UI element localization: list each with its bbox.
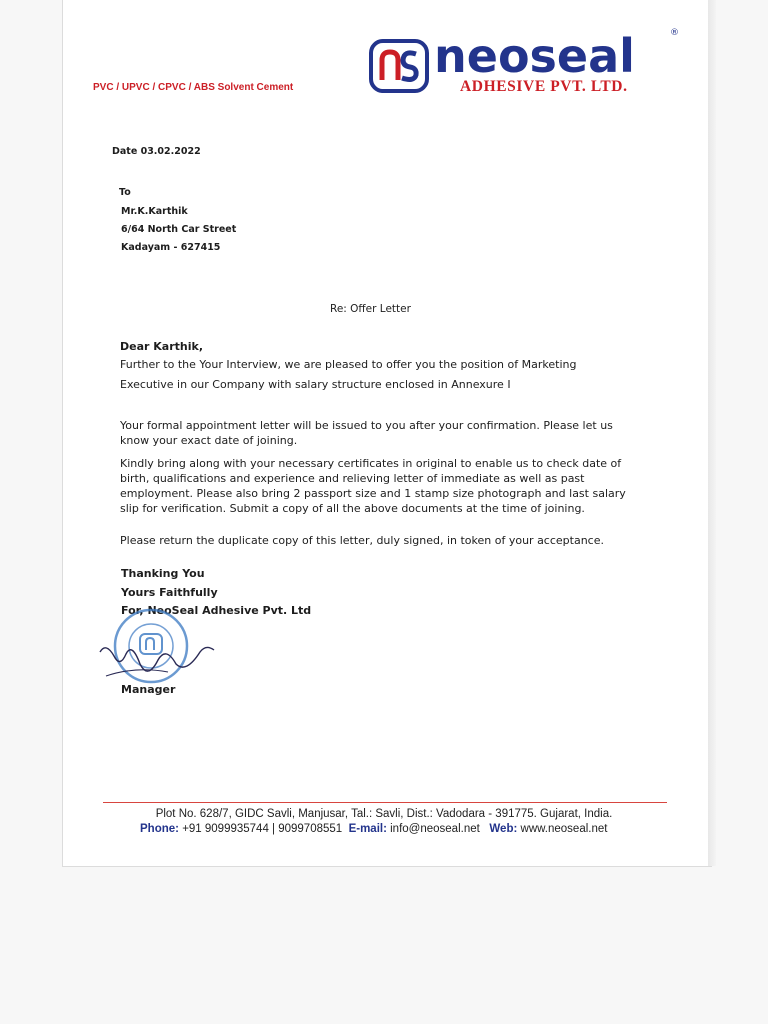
email-label: E-mail: xyxy=(348,823,387,835)
paragraph-2: Your formal appointment letter will be issued to you after your confirmation. Please let us know your exact date of joining. xyxy=(120,419,613,447)
footer-divider xyxy=(103,802,667,803)
closing-thanks: Thanking You xyxy=(121,567,205,580)
paragraph-1-line-2: Executive in our Company with salary structure enclosed in Annexure I xyxy=(120,378,511,391)
web-value: www.neoseal.net xyxy=(520,823,608,835)
phone-label: Phone: xyxy=(140,823,179,835)
letter-date: Date 03.02.2022 xyxy=(112,146,201,157)
subject-line: Re: Offer Letter xyxy=(330,303,411,315)
to-label: To xyxy=(119,187,131,198)
phone-value: +91 9099935744 | 9099708551 xyxy=(182,823,343,835)
recipient-name: Mr.K.Karthik xyxy=(121,206,188,217)
email-value: info@neoseal.net xyxy=(390,823,480,835)
paragraph-4: Please return the duplicate copy of this letter, duly signed, in token of your acceptance. xyxy=(120,534,604,547)
page-edge xyxy=(708,0,716,866)
company-stamp-icon xyxy=(96,606,222,692)
salutation: Dear Karthik, xyxy=(120,340,203,353)
closing-yours: Yours Faithfully xyxy=(121,586,218,599)
product-tagline: PVC / UPVC / CPVC / ABS Solvent Cement xyxy=(93,82,294,93)
company-signatory: For, NeoSeal Adhesive Pvt. Ltd xyxy=(121,604,312,617)
company-logo xyxy=(368,28,688,100)
paragraph-1-line-1: Further to the Your Interview, we are pleased to offer you the position of Marketing xyxy=(120,358,577,371)
logo-mark-icon xyxy=(368,38,430,94)
brand-name: neoseal xyxy=(434,29,635,83)
address-line-2: Kadayam - 627415 xyxy=(121,242,221,253)
web-label: Web: xyxy=(489,823,518,835)
signatory-designation: Manager xyxy=(121,683,176,696)
address-line-1: 6/64 North Car Street xyxy=(121,224,237,235)
registered-mark: ® xyxy=(670,28,679,38)
brand-subtitle: ADHESIVE PVT. LTD. xyxy=(460,78,628,95)
paragraph-3: Kindly bring along with your necessary certificates in original to enable us to check date of birth, qualifications and experience and relieving letter of immediate as well as past employment. Please also bring 2 passport size and 1 stamp size photograph and last salary slip for verification. Submit a copy of all the above documents at the time of joining. xyxy=(120,457,626,515)
footer-contacts xyxy=(140,823,607,835)
footer-address: Plot No. 628/7, GIDC Savli, Manjusar, Tal.: Savli, Dist.: Vadodara - 391775. Gujarat, India. xyxy=(155,808,613,820)
